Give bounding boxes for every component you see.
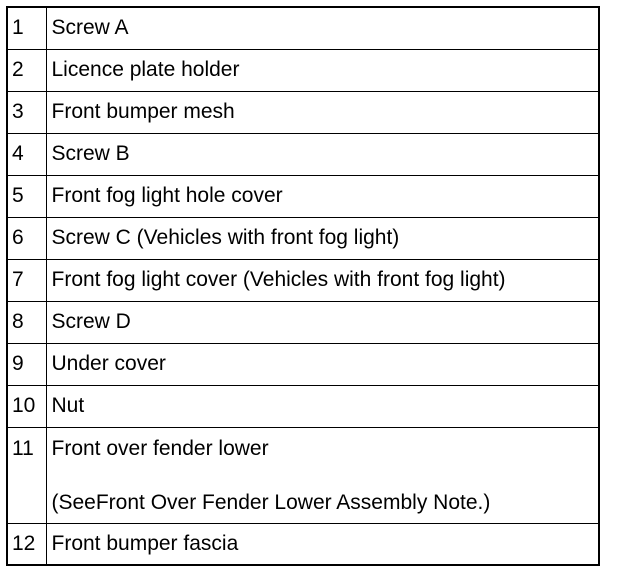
part-number: 8 <box>7 301 46 343</box>
part-number: 5 <box>7 175 46 217</box>
table-row <box>7 343 599 385</box>
table-row <box>7 385 599 427</box>
table-row <box>7 7 599 49</box>
part-description: Front fog light hole cover <box>46 175 599 217</box>
part-number: 2 <box>7 49 46 91</box>
table-row <box>7 49 599 91</box>
table-row <box>7 91 599 133</box>
part-description-cell <box>46 427 599 523</box>
part-number: 3 <box>7 91 46 133</box>
part-number: 1 <box>7 7 46 49</box>
part-description: Front fog light cover (Vehicles with front fog light) <box>46 259 599 301</box>
part-description: Front bumper mesh <box>46 91 599 133</box>
part-description: Screw D <box>46 301 599 343</box>
part-description: Nut <box>46 385 599 427</box>
part-number: 6 <box>7 217 46 259</box>
part-number: 10 <box>7 385 46 427</box>
part-number: 11 <box>7 427 46 523</box>
table-row <box>7 427 599 523</box>
table-row <box>7 301 599 343</box>
table-row <box>7 523 599 565</box>
table-row <box>7 259 599 301</box>
part-number: 12 <box>7 523 46 565</box>
part-description: Screw A <box>46 7 599 49</box>
table-row <box>7 175 599 217</box>
table-row <box>7 133 599 175</box>
table-row <box>7 217 599 259</box>
part-description: Front over fender lower <box>51 436 269 460</box>
part-description: Under cover <box>46 343 599 385</box>
part-description: Screw C (Vehicles with front fog light) <box>46 217 599 259</box>
parts-table <box>6 6 600 566</box>
assembly-note: (SeeFront Over Fender Lower Assembly Note.) <box>51 490 491 514</box>
part-number: 9 <box>7 343 46 385</box>
part-number: 4 <box>7 133 46 175</box>
part-description: Front bumper fascia <box>46 523 599 565</box>
part-description: Screw B <box>46 133 599 175</box>
part-description: Licence plate holder <box>46 49 599 91</box>
part-number: 7 <box>7 259 46 301</box>
